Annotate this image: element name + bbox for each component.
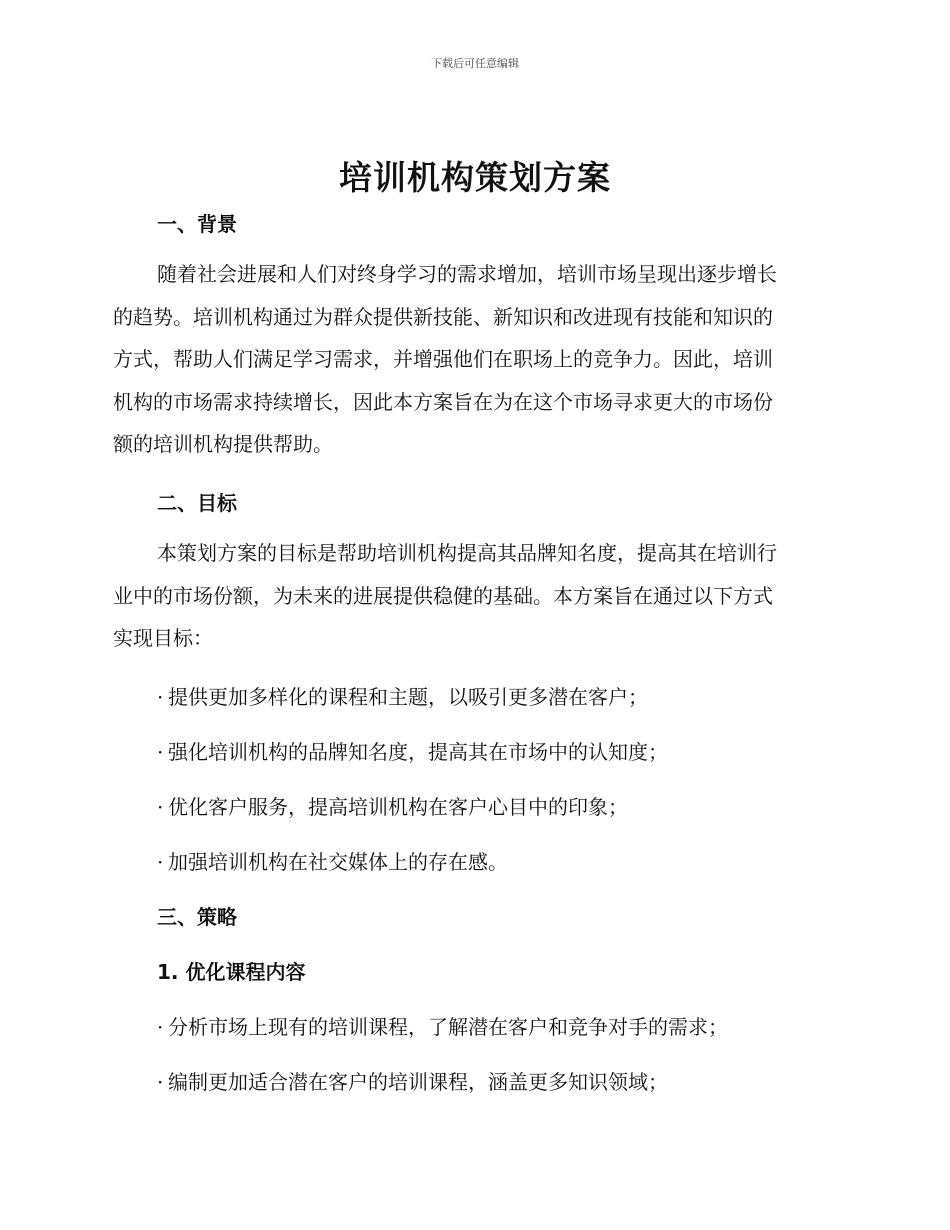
- list-item: [157, 736, 668, 765]
- header-note: 下载后可任意编辑: [431, 57, 519, 70]
- paragraph-line: 本策划方案的目标是帮助培训机构提高其品牌知名度，提高其在培训行: [157, 541, 777, 565]
- paragraph-line: 方式，帮助人们满足学习需求，并增强他们在职场上的竞争力。因此，培训: [113, 347, 773, 371]
- document-title: 培训机构策划方案: [339, 158, 611, 197]
- list-item: [157, 791, 628, 820]
- bullet-icon: ·: [157, 1070, 164, 1094]
- section-heading-goals: 二、目标: [157, 491, 237, 515]
- bullet-icon: ·: [157, 850, 164, 874]
- list-item-text: 加强培训机构在社交媒体上的存在感。: [168, 850, 508, 874]
- list-item-text: 分析市场上现有的培训课程，了解潜在客户和竞争对手的需求；: [168, 1015, 728, 1039]
- list-item: [157, 1066, 668, 1095]
- section-heading-strategy: 三、策略: [157, 905, 237, 929]
- subsection-heading: 1. 优化课程内容: [157, 960, 306, 984]
- paragraph-line: 实现目标：: [113, 626, 213, 650]
- bullet-icon: ·: [157, 795, 164, 819]
- list-item-text: 提供更加多样化的课程和主题，以吸引更多潜在客户；: [168, 685, 648, 709]
- bullet-icon: ·: [157, 740, 164, 764]
- list-item-text: 编制更加适合潜在客户的培训课程，涵盖更多知识领域；: [168, 1070, 668, 1094]
- section-heading-background: 一、背景: [157, 212, 237, 236]
- list-item: [157, 846, 508, 875]
- paragraph-line: 随着社会进展和人们对终身学习的需求增加，培训市场呈现出逐步增长: [157, 262, 777, 286]
- paragraph-line: 额的培训机构提供帮助。: [113, 432, 333, 456]
- paragraph-line: 业中的市场份额，为未来的进展提供稳健的基础。本方案旨在通过以下方式: [113, 584, 773, 608]
- bullet-icon: ·: [157, 685, 164, 709]
- paragraph-line: 机构的市场需求持续增长，因此本方案旨在为在这个市场寻求更大的市场份: [113, 390, 773, 414]
- bullet-icon: ·: [157, 1015, 164, 1039]
- list-item-text: 强化培训机构的品牌知名度，提高其在市场中的认知度；: [168, 740, 668, 764]
- list-item: [157, 1011, 728, 1040]
- list-item-text: 优化客户服务，提高培训机构在客户心目中的印象；: [168, 795, 628, 819]
- paragraph-line: 的趋势。培训机构通过为群众提供新技能、新知识和改进现有技能和知识的: [113, 305, 773, 329]
- list-item: [157, 681, 648, 710]
